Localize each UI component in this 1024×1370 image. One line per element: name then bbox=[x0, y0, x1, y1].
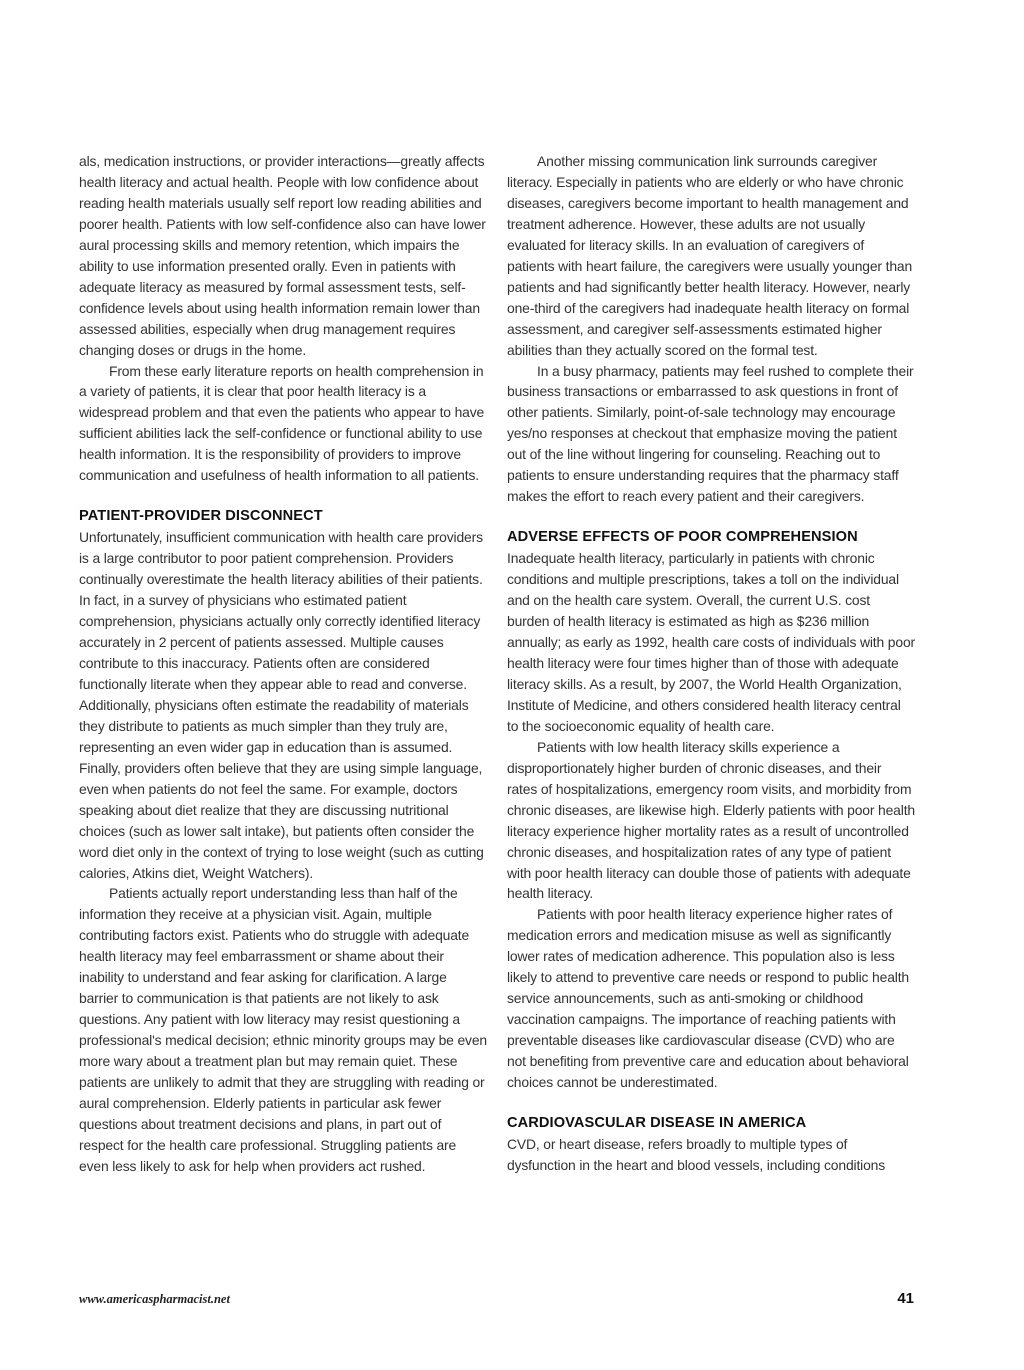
section-heading-patient-provider-disconnect: PATIENT-PROVIDER DISCONNECT bbox=[79, 508, 323, 525]
body-paragraph: Patients actually report understanding less than half of the information they receive at a physician visit. Again, multiple contributing factors exist. Patients who do struggle with adequate health literacy may feel embarrassment or shame about their inability to understand and fear asking for clarification. A large barrier to communication is that patients are not likely to ask questions. Any patient with low literacy may resist questioning a professional's medical decision; ethnic minority groups may be even more wary about a treatment plan but may remain quiet. These patients are unlikely to admit that they are struggling with reading or aural comprehension. Elderly patients in particular ask fewer questions about treatment decisions and plans, in part out of respect for the health care professional. Struggling patients are even less likely to ask for help when providers act rushed. bbox=[79, 885, 487, 1174]
body-paragraph: CVD, or heart disease, refers broadly to multiple types of dysfunction in the heart and blood vessels, including conditions bbox=[507, 1135, 886, 1173]
section-heading-cardiovascular-disease: CARDIOVASCULAR DISEASE IN AMERICA bbox=[507, 1114, 807, 1131]
body-paragraph: In a busy pharmacy, patients may feel rushed to complete their business transactions or embarrassed to ask questions in front of other patients. Similarly, point-of-sale technology may encourage yes/no responses at checkout that emphasize moving the patient out of the line without lingering for counseling. Reaching out to patients to ensure understanding requires that the pharmacy staff makes the effort to reach every patient and their caregivers. bbox=[507, 362, 914, 505]
body-paragraph: Unfortunately, insufficient communication with health care providers is a large contributor to poor patient comprehension. Providers continually overestimate the health literacy abilities of their patients. In fact, in a survey of physicians who estimated patient comprehension, physicians actually only correctly identified literacy accurately in 2 percent of patients assessed. Multiple causes contribute to this inaccuracy. Patients often are considered functionally literate when they appear able to read and converse. Additionally, physicians often estimate the readability of materials they distribute to patients as much simpler than they truly are, representing an even wider gap in education than is assumed. Finally, providers often believe that they are using simple language, even when patients do not feel the same. For example, doctors speaking about diet realize that they are discussing nutritional choices (such as lower salt intake), but patients often consider the word diet only in the context of trying to lose weight (such as cutting calories, Atkins diet, Weight Watchers). bbox=[79, 529, 484, 881]
body-paragraph: Patients with low health literacy skills experience a disproportionately higher burden of chronic diseases, and their rates of hospitalizations, emergency room visits, and morbidity from chronic diseases, are likewise high. Elderly patients with poor health literacy experience higher mortality rates as a result of uncontrolled chronic diseases, and hospitalization rates of any type of patient with poor health literacy can double those of patients with adequate health literacy. bbox=[507, 738, 915, 902]
body-paragraph: Inadequate health literacy, particularly in patients with chronic conditions and multiple prescriptions, takes a toll on the individual and on the health care system. Overall, the current U.S. cost burden of health literacy is estimated as high as $236 million annually; as early as 1992, health care costs of individuals with poor health literacy were four times higher than of those with adequate literacy skills. As a result, by 2007, the World Health Organization, Institute of Medicine, and others considered health literacy central to the socioeconomic equality of health care. bbox=[507, 550, 916, 734]
right-column bbox=[507, 151, 915, 1176]
body-paragraph: Another missing communication link surrounds caregiver literacy. Especially in patients who are elderly or who have chronic diseases, caregivers become important to health management and treatment adherence. However, these adults are not usually evaluated for literacy skills. In an evaluation of caregivers of patients with heart failure, the caregivers were usually younger than patients and had significantly better health literacy. However, nearly one-third of the caregivers had inadequate health literacy on formal assessment, and caregiver self-assessments estimated higher abilities than they actually scored on the formal test. bbox=[507, 153, 913, 358]
footer-website-url: www.americaspharmacist.net bbox=[79, 1292, 230, 1306]
body-paragraph: From these early literature reports on health comprehension in a variety of patients, it is clear that poor health literacy is a widespread problem and that even the patients who appear to have sufficient abilities lack the self-confidence or functional ability to use health information. It is the responsibility of providers to improve communication and usefulness of health information to all patients. bbox=[79, 362, 485, 484]
body-paragraph: Patients with poor health literacy experience higher rates of medication errors and medication misuse as well as significantly lower rates of medication adherence. This population also is less likely to attend to preventive care needs or respond to public health service announcements, such as anti-smoking or childhood vaccination campaigns. The importance of reaching patients with preventable diseases like cardiovascular disease (CVD) who are not benefiting from preventive care and education about behavioral choices cannot be underestimated. bbox=[507, 906, 909, 1091]
left-column bbox=[79, 151, 487, 1177]
body-paragraph: als, medication instructions, or provider interactions—greatly affects health literacy and actual health. People with low confidence about reading health materials usually self report low reading abilities and poorer health. Patients with low self-confidence also can have lower aural processing skills and memory retention, which impairs the ability to use information presented orally. Even in patients with adequate literacy as measured by formal assessment tests, self-confidence levels about using health information remain lower than assessed abilities, especially when drug management requires changing doses or drugs in the home. bbox=[79, 153, 486, 358]
page-number: 41 bbox=[897, 1290, 914, 1307]
section-heading-adverse-effects: ADVERSE EFFECTS OF POOR COMPREHENSION bbox=[507, 529, 858, 546]
